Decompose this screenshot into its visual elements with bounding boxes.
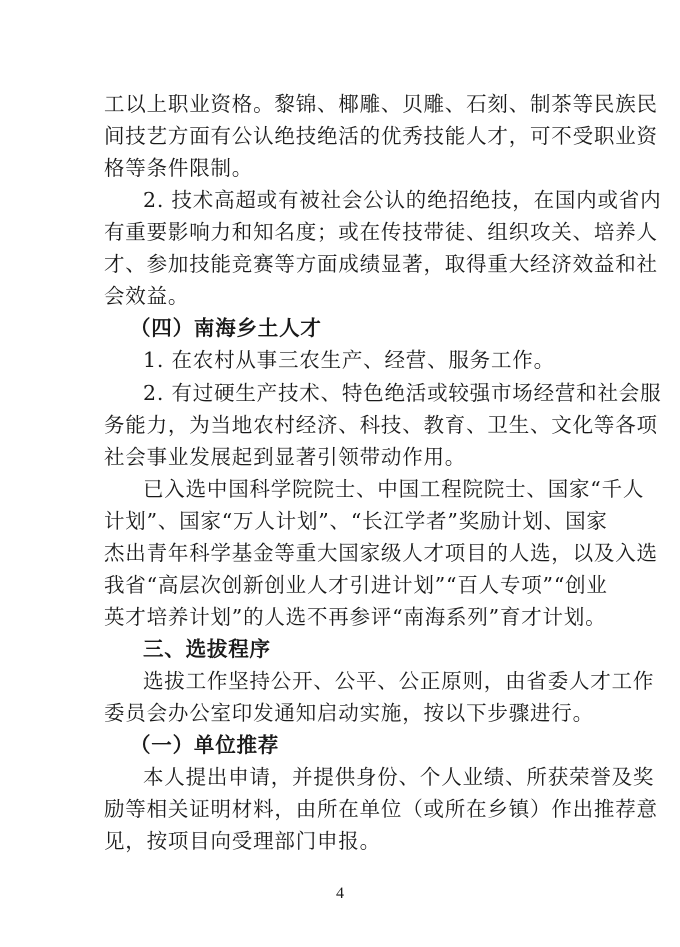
section-heading: （一）单位推荐	[130, 733, 280, 757]
body-text-line: 社会事业发展起到显著引领带动作用。	[104, 445, 467, 469]
body-text-line: 有重要影响力和知名度；或在传技带徒、组织攻关、培养人	[104, 220, 658, 244]
body-text-line: 2. 有过硬生产技术、特色绝活或较强市场经营和社会服	[143, 381, 662, 405]
body-text-line: 格等条件限制。	[104, 156, 254, 180]
body-text-line: 务能力，为当地农村经济、科技、教育、卫生、文化等各项	[104, 413, 658, 437]
body-text-line: 见，按项目向受理部门申报。	[104, 829, 381, 853]
body-text-line: 已入选中国科学院院士、中国工程院院士、国家“千人	[143, 477, 645, 501]
body-text-line: 本人提出申请，并提供身份、个人业绩、所获荣誉及奖	[143, 765, 655, 789]
body-text-line: 才、参加技能竞赛等方面成绩显著，取得重大经济效益和社	[104, 252, 658, 276]
body-text-line: 选拔工作坚持公开、公平、公正原则，由省委人才工作	[143, 669, 655, 693]
section-heading: 三、选拔程序	[143, 637, 271, 661]
body-text-line: 2. 技术高超或有被社会公认的绝招绝技，在国内或省内	[143, 188, 662, 212]
body-text-line: 1. 在农村从事三农生产、经营、服务工作。	[143, 348, 555, 372]
body-text-line: 我省“高层次创新创业人才引进计划”“百人专项”“创业	[104, 573, 608, 597]
body-text-line: 间技艺方面有公认绝技绝活的优秀技能人才，可不受职业资	[104, 124, 658, 148]
body-text-line: 工以上职业资格。黎锦、椰雕、贝雕、石刻、制茶等民族民	[104, 92, 658, 116]
page-number: 4	[336, 885, 344, 902]
section-heading: （四）南海乡土人才	[130, 316, 322, 340]
body-text-line: 委员会办公室印发通知启动实施，按以下步骤进行。	[104, 701, 594, 725]
body-text-line: 励等相关证明材料，由所在单位（或所在乡镇）作出推荐意	[104, 797, 658, 821]
body-text-line: 计划”、国家“万人计划”、“长江学者”奖励计划、国家	[104, 509, 608, 533]
body-text-line: 英才培养计划”的人选不再参评“南海系列”育才计划。	[104, 605, 607, 629]
body-text-line: 会效益。	[104, 284, 190, 308]
body-text-line: 杰出青年科学基金等重大国家级人才项目的人选，以及入选	[104, 541, 658, 565]
